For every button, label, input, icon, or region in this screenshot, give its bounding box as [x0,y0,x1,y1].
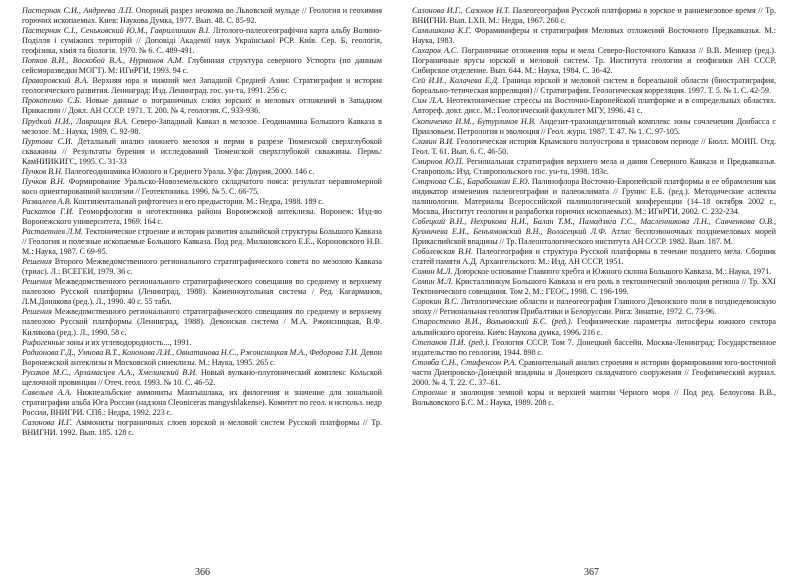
reference-entry [22,348,382,368]
reference-author: Сей И.И., Калачева Е.Д. [412,76,500,86]
reference-author: Развалеев А.В. [22,196,72,206]
reference-entry [412,177,776,217]
reference-author: Собецкий В.Н., Нехрикова Н.И., Балан Т.М., Памадзяга Г.С., Масленникова Л.Н., Савченкова О.В., Кузмичева Е.И., Беньямовский В.Н., Волосецкий Л.Ф. [412,216,776,237]
reference-text: Аммониты пограничных слоев юрской и меловой систем Русской платформы // Тр. ВНИГНИ. 1992. Вып. 185. 128 с. [22,417,382,437]
reference-entry [22,207,382,227]
reference-text: Девон Воронежской антеклизы и Московской синеклизы. М.: Наука, 1995. 265 с. [22,347,382,367]
reference-entry [412,358,776,388]
reference-text: и эволюция земной коры и верхней мантии Черного моря // Под ред. Белоусова В.В., Вольвовского Б.С. М.: Наука, 1989. 208 с. [412,387,776,407]
reference-author: Сахаров А.С. [412,46,459,56]
reference-author: Сим Л.А. [412,96,444,106]
reference-text: Нижнеальбские аммониты Мангышлака, их филогения и значение для зональной стратиграфии альба Юга России (надзона Cleoniceras mangyshlakense). Комитет по геол. и использ. недр России, ВНИГРИ. СПб.: Недра, 1992. 223 с. [22,387,383,417]
right-page-number: 367 [584,567,599,578]
reference-entry [22,117,382,137]
reference-author: Праворовский В.А. [22,76,89,86]
left-page-number: 366 [195,567,210,578]
reference-text: Глубинная структура северного Устюрта (по данным сейсморазведки МОГТ). М: ИГиРГИ, 1993. 94 с. [22,56,382,76]
reference-entry [412,267,776,277]
reference-entry [22,76,382,96]
reference-entry [22,257,382,277]
reference-entry [22,307,382,337]
reference-entry [22,197,382,207]
reference-author: Пучков В.Н. [22,176,66,186]
reference-entry [412,157,776,177]
reference-author: Соболевская В.Н. [412,247,474,257]
reference-author: Пастернак С.И., Андреева Л.П. [22,6,134,15]
reference-text: Сравнительный анализ строения и истории формирования юго-восточной части Днепровско-Донецкой впадины и Донецкого складчатого сооружения // Геофизический журнал. 2000. № 4. Т. 22. С. 37–61. [412,357,776,387]
reference-text: Детальный анализ нижнего мезозоя и перми в разрезе Тюменской сверхглубокой скважины // Результаты бурения и исследований Тюменской сверхглубокой скважины. Пермь: КамНИИКИГС, 1995. С. 31-33 [22,136,382,166]
reference-entry [22,177,382,197]
reference-author: Прокопенко С.Б. [22,96,82,106]
reference-entry [412,137,776,157]
reference-entry [22,6,382,26]
left-page-references [22,6,382,438]
reference-author: Стовба С.Н., Стифенсон Р.А. [412,357,517,367]
reference-text: Андезит-трахиандезитовый комплекс зоны сочленения Донбасса с Приазовьем. Петрология и эволюция // Геол. журн. 1987. Т. 47. № 1. С. 97-105. [412,116,776,136]
reference-author: Попков В.И., Воскобой В.А., Нурманов А.М. [22,56,184,66]
reference-entry [22,338,382,348]
reference-entry [412,76,776,96]
reference-text: Геология СССР. Том 7. Донецкий бассейн. Москва-Ленинград: Государственное издательство по геологии, 1944. 898 с. [412,337,776,357]
reference-text: Палинофлора Восточно-Европейской платформы и ее обрамления как индикатор изменения палеогеографии и палеоклимата // Грунис Е.Б. (ред.). Методические аспекты палинологии. Материалы Всероссийской палинологической конференции (14–18 октября 2002 г., Москва, Институт геологии и разработки горючих ископаемых). М.: ИГиРГИ, 2002. С. 232-234. [412,176,776,216]
right-page-references [412,6,776,408]
reference-entry [412,297,776,317]
reference-author: Смирнова С.Б., Барабошкин Е.Ю. [412,176,530,186]
reference-text: Континентальный рифтогенез и его предыстория. М.: Недра, 1988. 189 с. [71,196,324,206]
reference-entry [412,317,776,337]
reference-entry [412,6,776,26]
reference-entry [22,418,382,438]
reference-text: Геоморфология и неотектоника района Воронежской антеклизы. Воронеж: Изд-во Воронежского университета, 1969. 164 с. [22,206,382,226]
reference-text: зоны и их углеводородность..., 1991. [64,337,192,347]
reference-text: Региональная стратиграфия верхнего мела и дания Северного Кавказа и Предкавказья. Ставрополь: Изд. Ставропольского гос. ун-та, 1998. 183с. [412,156,776,176]
reference-author: Прудкий Н.И., Лаврищев В.А. [22,116,129,126]
reference-text: Формирование Уральско-Новоземельского складчатого пояса: результат неравномерной косо ориентированной коллизии // Геотектоника. 1996. № 5. С. 66-75. [22,176,382,196]
reference-author: Решения [22,307,52,317]
reference-text: Опорный разрез неокома во Львовской мульде // Геология и геохимия горючих ископаемых. Киев: Наукова Думка, 1977. Вып. 48. С. 85-92. [22,6,382,26]
reference-entry [412,247,776,267]
reference-author: Рифогенные [22,337,65,347]
reference-text: Новый вулкано-плутонический комплекс Кольской щелочной провинции // Отеч. геол. 1993. № 10. С. 46-52. [22,367,382,387]
reference-entry [22,96,382,116]
reference-entry [22,277,382,307]
reference-author: Сазонова И.Г., Сазонов Н.Т. [412,6,511,15]
reference-author: Старостенко В.И., Вольвовский Б.С. (ред.). [412,317,573,327]
reference-entry [22,26,382,56]
reference-author: Пастернак С.І., Сеньковский Ю.М., Гавриллишин В.І. [22,26,211,36]
reference-author: Сомин М.Л. [412,267,453,277]
reference-text: Палеогеография и структура Русской платформы в течение позднего мела. Сборник статей памяти А.Д. Архангельского. М.: Изд. АН СССР, 1951. [412,247,776,267]
reference-author: Решения [22,257,52,267]
reference-author: Степанов П.И. (ред.). [412,337,490,347]
reference-author: Родионова Г.Д., Умнова В.Т., Кононова Л.И., Овнатанова Н.С., Ржонсницкая М.А., Федорова Т.И. [22,347,359,357]
reference-text: Межведомственного регионального стратиграфического совещания по среднему и верхнему палеозою Русской платформы (Ленинград, 1988). Каменноугольная система / Ред. Кагарманов, Л.М.Донакова (ред.). Л., 1990. 40 с. 55 табл. [22,277,382,307]
reference-author: Сорокин В.С. [412,297,459,307]
reference-text: Геофизические параметры литосферы южного сектора альпийского орогена. Киев: Наукова думка, 1996. 216 с. [412,317,777,337]
reference-entry [22,167,382,177]
reference-author: Пуртова С.И. [22,136,73,146]
reference-author: Пучков В.Н. [22,166,64,176]
reference-text: Літолого-палеогеографічна карта альбу Волино-Поділля і суміжних територій // Доповіді Академії наук Української РСР. Київ. Сер. Б, геологія, геофізика, хімія та біологія. 1970. № 6. С. 489-491. [22,26,382,56]
reference-entry [412,96,776,116]
reference-author: Самышкина К.Г. [412,26,472,36]
reference-entry [412,217,776,247]
left-page [0,0,388,584]
reference-text: Кристаллинкум Большого Кавказа и его роль в тектонической эволюции региона // Тр. XXI Тектонического совещания. Том 2. М.: ГЕОС, 1998. С. 196-199. [412,277,777,297]
reference-text: Граница юрской и меловой систем в бореальной области (биостратиграфия, бореально-тетическая корреляция) // Стратиграфия. Геологическая корреляция. 1997. Т. 5. № 1. С. 42-59. [412,76,777,96]
reference-author: Смирнов Ю.П. [412,156,464,166]
reference-text: Второго Межведомственного регионального стратиграфического совета по мезозою Кавказа (триас). Л.: ВСЕГЕИ, 1979. 36 с. [22,257,382,277]
reference-text: Геологическая история Крымского полуострова в триасовом периоде // Бюлл. МОИП. Отд. Геол. Т. 61. Вып. 6. С. 46-50. [412,136,776,156]
reference-text: Литологические области и палеогеография Главного Девонского поля в позднедевонскую эпоху // Региональная геология Прибалтики и Белоруссии. Рига: Зинатне, 1972. С. 73-96. [412,297,776,317]
reference-author: Строение [412,387,447,397]
reference-entry [412,338,776,358]
reference-text: Межведомственного регионального стратиграфического совещания по среднему и верхнему палеозою Русской платформы (Ленинград, 1988). Девонская система / М.А. Ржонсницкая, В.Ф. Киликова (ред.). Л., 1990. 58 с. [22,307,382,337]
reference-author: Сомин М.Л. [412,277,454,287]
reference-entry [22,227,382,257]
reference-text: Палеогеодинамика Южного и Среднего Урала. Уфа: Даурия, 2000. 146 с. [63,166,315,176]
reference-text: Атлас беспозвоночных позднемеловых морей Прикаспийской впадины // Тр. Палеонтологического института АН СССР. 1982. Вып. 187. М. [412,227,776,247]
right-page [408,0,796,584]
reference-entry [22,137,382,167]
reference-author: Русаков М.С., Арзамасцев А.А., Хмелинский В.И. [22,367,198,377]
reference-text: Палеогеография Русской платформы в юрское и раннемеловое время // Тр. ВНИГНИ. Вып. LXII. М.: Недра, 1967. 260 с. [412,6,776,26]
reference-author: Решения [22,277,52,287]
reference-text: Тектоническое строение и история развития альпийской структуры Большого Кавказа // Геология и полезные ископаемые Большого Кавказа. Под ред. Милановского Е.Е., Короновского Н.В. М.: Наука, 1987. С 69-95. [22,227,383,257]
reference-author: Сазонова И.Г. [22,417,73,427]
reference-text: Фораминиферы и стратиграфия Меловых отложений Восточного Предкавказья. М.: Наука, 1983. [412,26,776,46]
reference-entry [412,277,776,297]
reference-text: Верхняя юра и нижний мел Западной Средней Азии: Стратиграфия и история геологического развития. Ленинград: Изд. Ленинград. гос. ун-та, 1991. 256 с. [22,76,382,96]
reference-entry [412,46,776,76]
reference-entry [412,388,776,408]
reference-entry [22,56,382,76]
reference-author: Савельев А.А. [22,387,72,397]
reference-entry [22,368,382,388]
reference-text: Доюрское основание Главного хребта и Южного склона Большого Кавказа. М.: Наука, 1971. [452,267,772,277]
reference-text: Новые данные о пограничных слоях юрских и меловых отложений в Западном Прикаспии // Докл. АН СССР. 1971. Т. 200. № 4, геология. С. 933-936. [22,96,382,116]
reference-text: Северо-Западный Кавказ в мезозое. Геодинамика Большого Кавказа в мезозое. М.: Наука, 1989. С. 92-98. [22,116,383,136]
reference-entry [412,26,776,46]
reference-entry [412,117,776,137]
reference-author: Растаетаев Л.М. [22,227,84,237]
reference-text: Пограничные отложения юры и мела Северо-Восточного Кавказа // В.В. Меннер (ред.). Пограничные ярусы юрской и меловой систем. Тр. Института геологии и геофизики АН СССР, Сибирское отделение. Вып. 644. М.: Наука, 1984. С. 36-42. [412,46,776,76]
reference-author: Славин В.И. [412,136,455,146]
reference-text: Неотектонические стрессы на Восточно-Европейской платформе и в сопредельных областях. Автореф. докт. дисс. М.: Геологический факультет МГУ, 1996. 41 с. [412,96,776,116]
reference-entry [22,388,382,418]
reference-author: Скопиченко И.М., Бутурлинов Н.В. [412,116,536,126]
reference-author: Раскатов Г.И. [22,206,75,216]
